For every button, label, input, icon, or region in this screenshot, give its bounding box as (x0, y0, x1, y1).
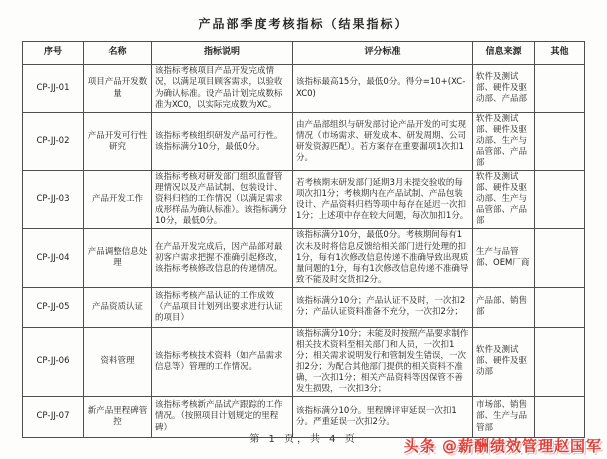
table-row (23, 327, 585, 396)
row-other-cell (535, 229, 585, 287)
row-source-cell: 软件及测试部、硬件及驱动部、生产与品管部、产品部 (473, 113, 535, 171)
row-id-cell: CP-JJ-02 (23, 113, 84, 171)
row-description-cell: 在产品开发完成后，因产品部对最初客户需求把握不准确引起修改，该指标考核修改信息的传递情况。 (152, 229, 293, 287)
row-scoring-cell: 若考核期末研发部门延期3月未提交验收的每项次扣1分；考核期内在产品试制、产品包装设计、产品资料归档等项中每存在延迟一次扣1分；上述项中存在较大问题，每次加扣1分。 (293, 171, 473, 229)
row-other-cell (535, 171, 585, 229)
row-name-cell: 产品开发可行性研究 (84, 113, 152, 171)
col-header-name: 名称 (84, 42, 152, 65)
row-source-cell: 软件及测试部、硬件及驱动部 (473, 327, 535, 396)
row-scoring-cell: 该指标满分10分；产品认证不及时，一次扣2分；产品认证资料准备不充分，一次扣2分； (293, 287, 473, 327)
row-description-cell: 该指标考核对研发部门组织监督管理情况以及产品试制、包装设计、资料归档的工作情况（以满足需求成形样品为确认标准）。该指标满分10分，最低0分。 (152, 171, 293, 229)
row-id-cell: CP-JJ-07 (23, 396, 84, 437)
table-row (23, 229, 585, 287)
row-source-cell: 软件及测试部、硬件及驱动部、产品部 (473, 65, 535, 113)
row-name-cell: 项目产品开发数量 (84, 65, 152, 113)
row-id-cell: CP-JJ-04 (23, 229, 84, 287)
header-row (23, 42, 585, 65)
row-scoring-cell: 该指标满分10分，最低0分。考核期间每有1次未及时将信息反馈给相关部门进行处理的扣1分，每有1次修改信息传递不准确导致出现质量问题的1分，每有1次修改信息传递不准确导致不能及时交货扣2分。 (293, 229, 473, 287)
row-other-cell (535, 327, 585, 396)
row-description-cell: 该指标考核新产品试产跟踪的工作情况。（按照项目计划规定的里程碑） (152, 396, 293, 437)
row-scoring-cell: 该指标满分10分。里程牌评审延误一次扣1分。严重延误一次扣2分。 (293, 396, 473, 437)
table-row (23, 65, 585, 113)
table-row (23, 287, 585, 327)
table-row (23, 171, 585, 229)
row-other-cell (535, 65, 585, 113)
col-header-source: 信息来源 (473, 42, 535, 65)
row-id-cell: CP-JJ-03 (23, 171, 84, 229)
row-id-cell: CP-JJ-06 (23, 327, 84, 396)
row-other-cell (535, 287, 585, 327)
row-name-cell: 产品资质认证 (84, 287, 152, 327)
row-description-cell: 该指标考核组织研发产品可行性。该指标满分10分，最低0分。 (152, 113, 293, 171)
row-name-cell: 新产品里程碑管控 (84, 396, 152, 437)
row-scoring-cell: 该指标满分10分；未能及时按照产品要求制作相关技术资料至相关部门和人员，一次扣1分；相关需求说明发行和管制发生错误，一次扣2分；为配合其他部门提供的相关资料不准确，一次扣1分；相关产品资料等因保管不善发生损毁，一次扣3分； (293, 327, 473, 396)
row-scoring-cell: 由产品部组织与研发部讨论产品开发的可实现情况（市场需求、研发成本、研发周期、公司研发资源匹配）。若方案存在重要漏项1次扣1分。 (293, 113, 473, 171)
page-number: 第 1 页，共 4 页 (249, 434, 358, 445)
watermark: 头条 @薪酬绩效管理赵国军 (403, 437, 602, 455)
row-source-cell: 产品部、销售部 (473, 287, 535, 327)
row-description-cell: 该指标考核技术资料（如产品需求信息等）管理的工作情况。 (152, 327, 293, 396)
row-source-cell: 软件及测试部、硬件及驱动部、生产与品管部、产品部 (473, 171, 535, 229)
row-id-cell: CP-JJ-01 (23, 65, 84, 113)
row-name-cell: 产品调整信息处理 (84, 229, 152, 287)
row-other-cell (535, 113, 585, 171)
page-title: 产品部季度考核指标（结果指标） (198, 17, 409, 31)
row-name-cell: 产品开发工作 (84, 171, 152, 229)
kpi-table (22, 41, 585, 438)
col-header-scoring: 评分标准 (293, 42, 473, 65)
row-name-cell: 资料管理 (84, 327, 152, 396)
row-description-cell: 该指标考核项目产品开发完成情况，以满足项目顾客需求，以验收为确认标准。设产品计划完成数标准为XC0，以实际完成数为XC。 (152, 65, 293, 113)
row-description-cell: 该指标考核产品认证的工作成效（产品项目计划列出要求进行认证的项目） (152, 287, 293, 327)
row-id-cell: CP-JJ-05 (23, 287, 84, 327)
col-header-other: 其他 (535, 42, 585, 65)
table-row (23, 113, 585, 171)
col-header-description: 指标说明 (152, 42, 293, 65)
row-source-cell: 市场部、销售部、生产与品管部 (473, 396, 535, 437)
row-source-cell: 生产与品管部、OEM厂商 (473, 229, 535, 287)
col-header-id: 序号 (23, 42, 84, 65)
row-scoring-cell: 该指标最高15分，最低0分。得分=10+(XC-XC0) (293, 65, 473, 113)
